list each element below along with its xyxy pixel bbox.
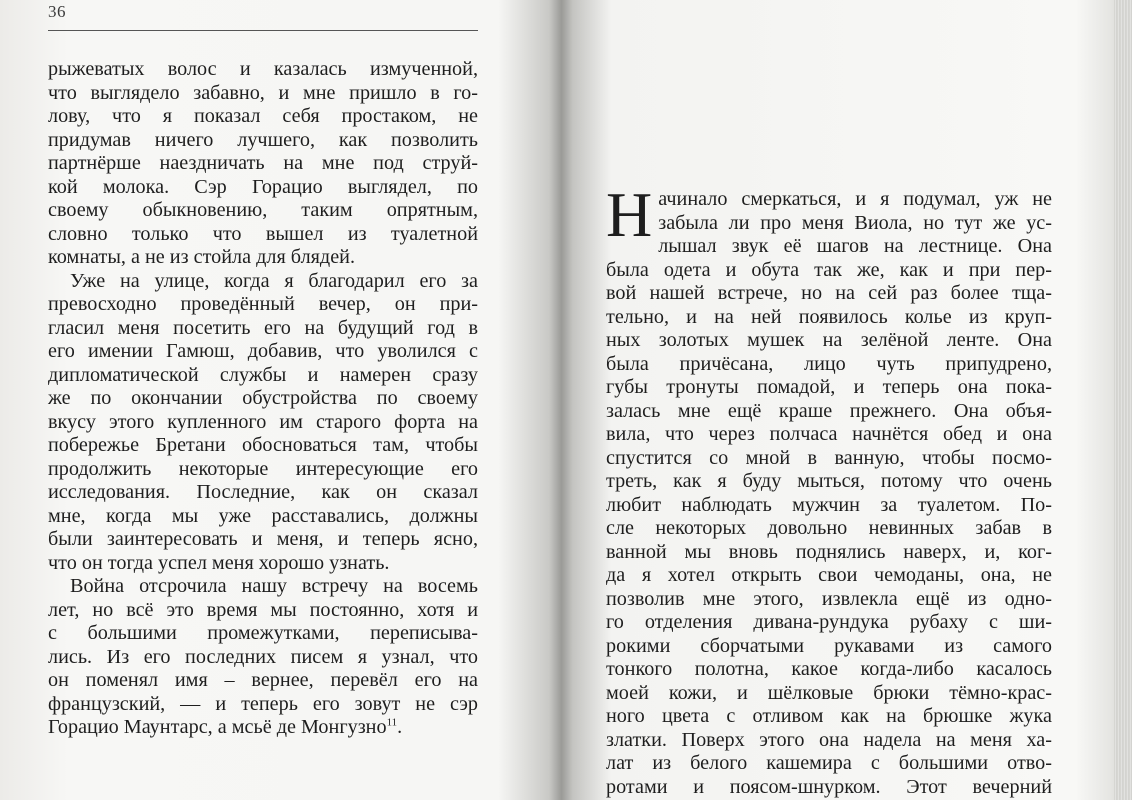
text-line: его имении Гамюш, добавив, что уволился с	[48, 340, 478, 362]
text-line: дипломатической службы и намерен сразу	[48, 363, 478, 386]
text-line: ванной мы вновь поднялись наверх, и, ког-	[606, 540, 1052, 563]
text-line: комнаты, а не из стойла для блядей.	[48, 246, 356, 268]
drop-cap: Н	[606, 179, 653, 250]
page-number: 36	[48, 2, 66, 21]
text-line: рокими сборчатыми рукавами из самого	[606, 634, 1052, 657]
text-line: рыжеватых волос и казалась измученной,	[48, 58, 478, 80]
text-line: ротами и поясом-шнурком. Этот вечерний	[606, 775, 1052, 798]
text-line: спустится со мной в ванную, чтобы посмо-	[606, 446, 1052, 469]
text-line: сле некоторых довольно невинных забав в	[606, 517, 1052, 539]
text-line: словно только что вышел из туалетной	[48, 222, 478, 245]
text-line: Горацио Маунтарс, а мсьё де Монгузно$^{11}$.	[48, 716, 403, 738]
text-line: ных золотых мушек на зелёной ленте. Она	[606, 329, 1052, 351]
sentence-period: .	[397, 716, 403, 738]
text-line: была причёсана, лицо чуть припудрено,	[606, 352, 1052, 375]
text-line: исследования. Последние, как он сказал	[48, 481, 478, 503]
text-line: лись. Из его последних писем я узнал, что	[48, 645, 478, 668]
text-line: ачинало смеркаться, и я подумал, уж не	[658, 188, 1052, 210]
text-line: лат из белого кашемира с большими отво-	[606, 752, 1052, 774]
text-line: забыла ли про меня Виола, но тут же ус-	[658, 211, 1052, 234]
right-page-text	[606, 179, 1052, 799]
text-line: превосходно проведённый вечер, он при-	[48, 293, 478, 315]
text-line: были заинтересовать и меня, и теперь ясно,	[48, 528, 478, 550]
text-line: кой молока. Сэр Горацио выглядел, по	[48, 175, 478, 198]
text-line: златки. Поверх этого она надела на меня ха-	[606, 728, 1052, 751]
text-line: партнёрше наездничать на мне под струй-	[48, 152, 478, 174]
paragraph	[606, 179, 1052, 799]
paragraph	[48, 58, 478, 270]
text-line: Война отсрочила нашу встречу на восемь	[70, 575, 478, 597]
left-page	[48, 0, 478, 800]
text-line: продолжить некоторые интересующие его	[48, 457, 478, 480]
text-line: мне, когда мы уже расставались, должны	[48, 504, 478, 527]
text-line: вой нашей встрече, но на сей раз более тща-	[606, 282, 1052, 304]
text-line: что он тогда успел меня хорошо узнать.	[48, 551, 390, 574]
paragraph	[48, 575, 478, 740]
paragraph	[48, 270, 478, 576]
text-line: с большими промежутками, переписыва-	[48, 622, 478, 644]
text-line: го отделения дивана-рундука рубаху с ши-	[606, 611, 1052, 633]
left-page-text	[48, 58, 478, 740]
header-rule	[48, 30, 478, 31]
text-line: вила, что через полчаса начнётся обед и она	[606, 423, 1052, 445]
text-line: тельно, и на ней появилось колье из круп-	[606, 305, 1052, 328]
text-line: лет, но всё это время мы постоянно, хотя и	[48, 598, 478, 621]
text-line: была одета и обута так же, как и при пер-	[606, 258, 1052, 281]
text-line: придумав ничего лучшего, как позволить	[48, 128, 478, 151]
text-line: залась мне ещё краше прежнего. Она объя-	[606, 399, 1052, 422]
text-line: Уже на улице, когда я благодарил его за	[70, 269, 478, 292]
text-line: своему обыкновению, таким опрятным,	[48, 199, 478, 221]
text-line: позволив мне этого, извлекла ещё из одно-	[606, 587, 1052, 610]
text-line: побережье Бретани обосноваться там, чтобы	[48, 434, 478, 456]
text-line: моей кожи, и шёлковые брюки тёмно-крас-	[606, 681, 1052, 704]
text-line: же по окончании обустройства по своему	[48, 387, 478, 409]
text-line: тонкого полотна, какое когда-либо касалось	[606, 658, 1052, 680]
text-line: французский, — и теперь его зовут не сэр	[48, 692, 478, 715]
text-line: любит наблюдать мужчин за туалетом. По-	[606, 493, 1052, 516]
text-line: что выглядело забавно, и мне пришло в го-	[48, 81, 478, 104]
text-line: лову, что я показал себя простаком, не	[48, 105, 478, 127]
text-line: гласил меня посетить его на будущий год в	[48, 316, 478, 339]
text-line: ного цвета с отливом как на брюшке жука	[606, 705, 1052, 727]
text-line: он поменял имя – вернее, перевёл его на	[48, 669, 478, 691]
text-line: лышал звук её шагов на лестнице. Она	[658, 235, 1052, 257]
text-line: губы тронуты помадой, и теперь она пока-	[606, 376, 1052, 398]
text-line: вкусу этого купленного им старого форта на	[48, 410, 478, 433]
text-line: да я хотел открыть свои чемоданы, она, не	[606, 564, 1052, 586]
footnote-mark[interactable]: 11	[386, 716, 398, 729]
page-edges	[1114, 0, 1132, 800]
text-line: треть, как я буду мыться, потому что очень	[606, 470, 1052, 492]
